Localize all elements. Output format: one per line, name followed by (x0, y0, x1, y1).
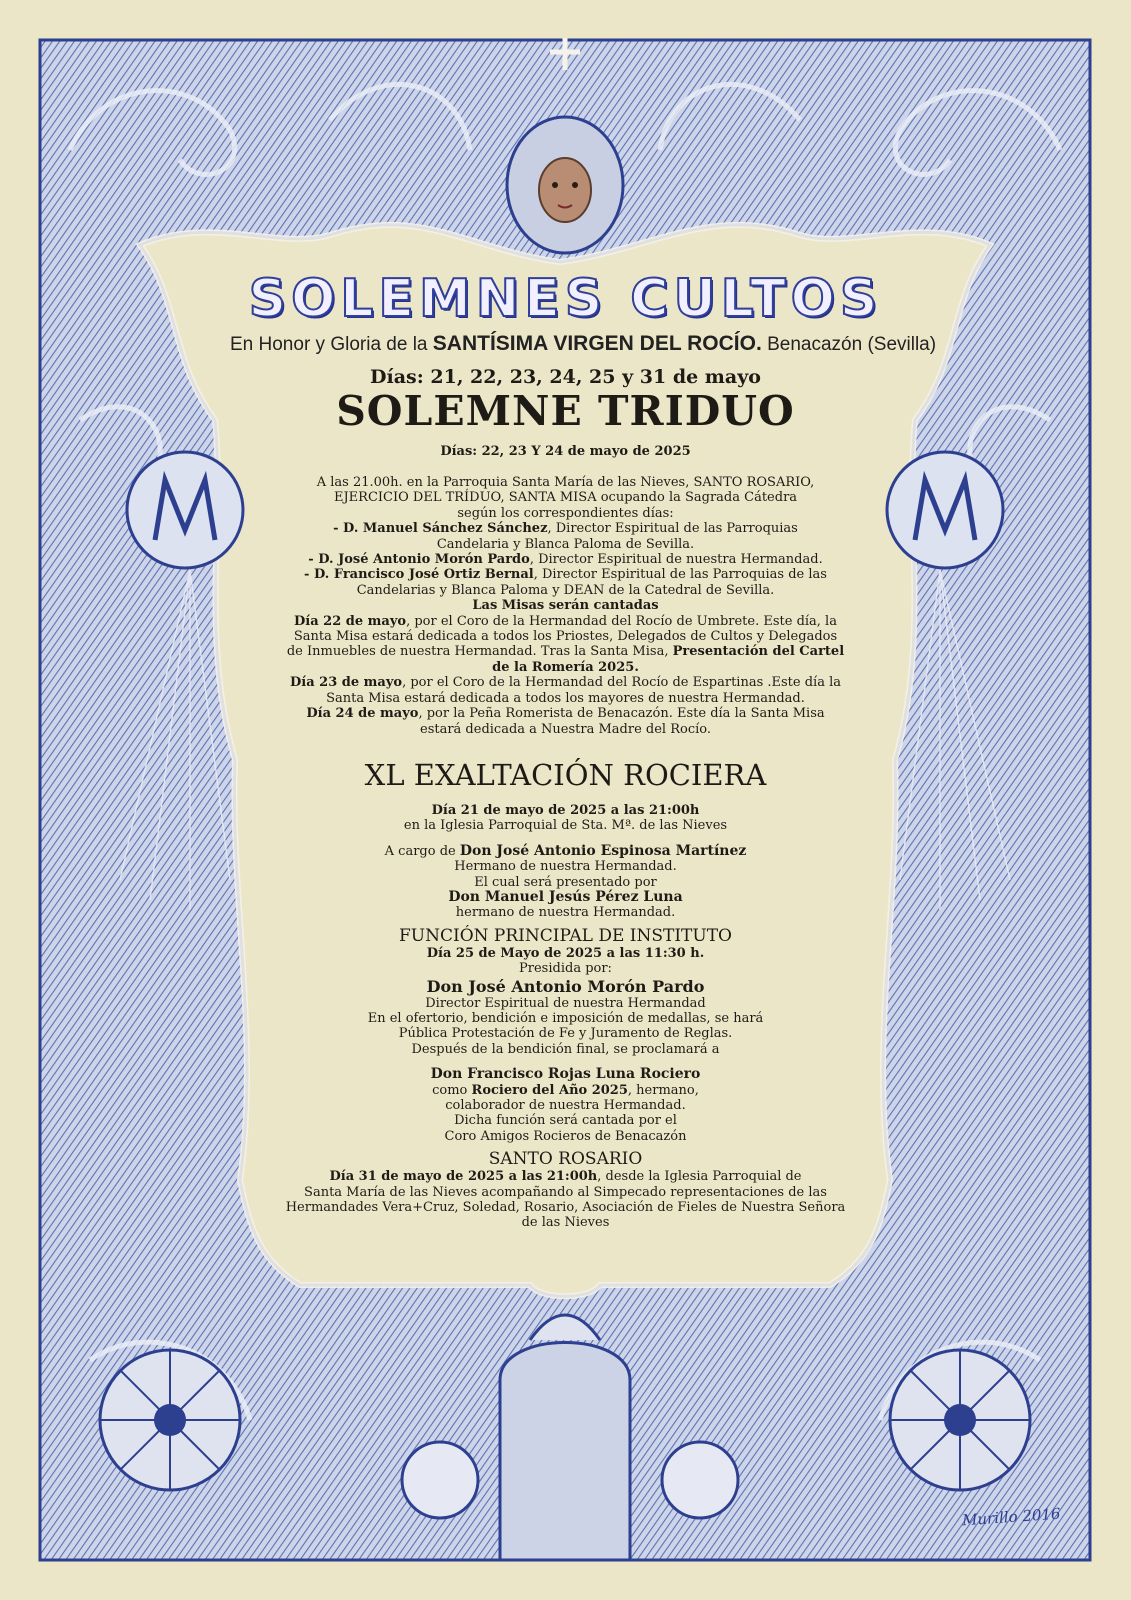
preacher-3-role: Candelarias y Blanca Paloma y DEAN de la Catedral de Sevilla. (356, 582, 775, 598)
exaltacion-by: A cargo de Don José Antonio Espinosa Martínez (384, 842, 747, 859)
intro-line: EJERCICIO DEL TRÍDUO, SANTA MISA ocupando la Sagrada Cátedra (333, 490, 798, 506)
all-dates: Días: 21, 22, 23, 24, 25 y 31 de mayo (370, 366, 761, 388)
funcion-date: Día 25 de Mayo de 2025 a las 11:30 h. (426, 945, 705, 961)
funcion-body (230, 946, 901, 1144)
artist-signature: Murillo 2016 (961, 1504, 1062, 1530)
day-22-line: Santa Misa estará dedicada a todos los Priostes, Delegados de Cultos y Delegados (293, 629, 838, 645)
exaltacion-heading: XL EXALTACIÓN ROCIERA (364, 757, 767, 792)
exaltacion-by-role: Hermano de nuestra Hermandad. (454, 859, 677, 875)
day-22-line: de Inmuebles de nuestra Hermandad. Tras la Santa Misa, Presentación del Cartel (286, 644, 845, 660)
exaltacion-date: Día 21 de mayo de 2025 a las 21:00h (431, 802, 700, 818)
preacher-3: - D. Francisco José Ortiz Bernal, Director Espiritual de las Parroquias de las (304, 567, 827, 583)
intro-line: según los correspondientes días: (457, 505, 674, 521)
preacher-1: - D. Manuel Sánchez Sánchez, Director Espiritual de las Parroquias (333, 521, 798, 537)
sung-masses: Las Misas serán cantadas (472, 598, 659, 614)
rociero-name: Don Francisco Rojas Luna Rociero (430, 1066, 701, 1083)
preacher-2: - D. José Antonio Morón Pardo, Director Espiritual de nuestra Hermandad. (308, 552, 823, 568)
triduo-heading: SOLEMNE TRIDUO (336, 387, 795, 435)
choir-line: Coro Amigos Rocieros de Benacazón (444, 1128, 687, 1144)
rociero-line: como Rociero del Año 2025, hermano, (432, 1082, 699, 1098)
rosario-line: Santa María de las Nieves acompañando al Simpecado representaciones de las (304, 1184, 827, 1200)
presenter-role: hermano de nuestra Hermandad. (455, 905, 676, 921)
poster-content (230, 268, 937, 1231)
day-24: Día 24 de mayo, por la Peña Romerista de Benacazón. Este día la Santa Misa (306, 706, 825, 722)
exaltacion-place: en la Iglesia Parroquial de Sta. Mª. de las Nieves (403, 818, 728, 834)
triduo-dates: Días: 22, 23 Y 24 de mayo de 2025 (440, 444, 691, 459)
rosario-heading: SANTO ROSARIO (488, 1149, 643, 1170)
funcion-line: Después de la bendición final, se proclamará a (411, 1041, 720, 1057)
subtitle (230, 332, 937, 356)
funcion-role: Director Espiritual de nuestra Hermandad (425, 995, 706, 1011)
day-23-line: Santa Misa estará dedicada a todos los mayores de nuestra Hermandad. (326, 690, 805, 706)
subtitle-bold: SANTÍSIMA VIRGEN DEL ROCÍO. (432, 332, 762, 355)
preacher-1-role: Candelaria y Blanca Paloma de Sevilla. (436, 536, 695, 552)
rosario-line: de las Nieves (521, 1215, 610, 1231)
funcion-presider: Don José Antonio Morón Pardo (426, 976, 705, 996)
funcion-line: En el ofertorio, bendición e imposición de medallas, se hará (367, 1010, 764, 1026)
funcion-heading: FUNCIÓN PRINCIPAL DE INSTITUTO (398, 925, 732, 946)
day-23: Día 23 de mayo, por el Coro de la Hermandad del Rocío de Espartinas .Este día la (289, 675, 841, 691)
rosario-body: Día 31 de mayo de 2025 a las 21:00h, desde la Iglesia Parroquial de Santa María de las Nieves acompañando al Simpecado representaciones de las Hermandades Vera+Cruz, Soledad, Rosario, Asociación de Fieles de Nuestra Señora de las Nieves (230, 1169, 901, 1231)
presenter-name: Don Manuel Jesús Pérez Luna (448, 888, 683, 905)
rosario-line: Hermandades Vera+Cruz, Soledad, Rosario, Asociación de Fieles de Nuestra Señora (285, 1200, 846, 1216)
choir-line: Dicha función será cantada por el (454, 1113, 677, 1129)
rociero-line-2: colaborador de nuestra Hermandad. (445, 1098, 686, 1113)
funcion-presided: Presidida por: (519, 961, 612, 977)
intro-line: A las 21.00h. en la Parroquia Santa María de las Nieves, SANTO ROSARIO, (316, 475, 815, 490)
main-title: SOLEMNES CULTOS (248, 269, 883, 329)
funcion-line: Pública Protestación de Fe y Juramento de Reglas. (398, 1026, 733, 1042)
day-24-line: estará dedicada a Nuestra Madre del Rocío. (420, 721, 711, 737)
day-22: Día 22 de mayo, por el Coro de la Hermandad del Rocío de Umbrete. Este día, la (294, 613, 837, 629)
triduo-body (230, 475, 901, 737)
subtitle-post: Benacazón (Sevilla) (767, 334, 937, 355)
poster-presentation: de la Romería 2025. (492, 659, 639, 675)
exaltacion-presented: El cual será presentado por (474, 874, 657, 890)
subtitle-pre: En Honor y Gloria de la (230, 334, 428, 355)
exaltacion-body (230, 803, 901, 921)
